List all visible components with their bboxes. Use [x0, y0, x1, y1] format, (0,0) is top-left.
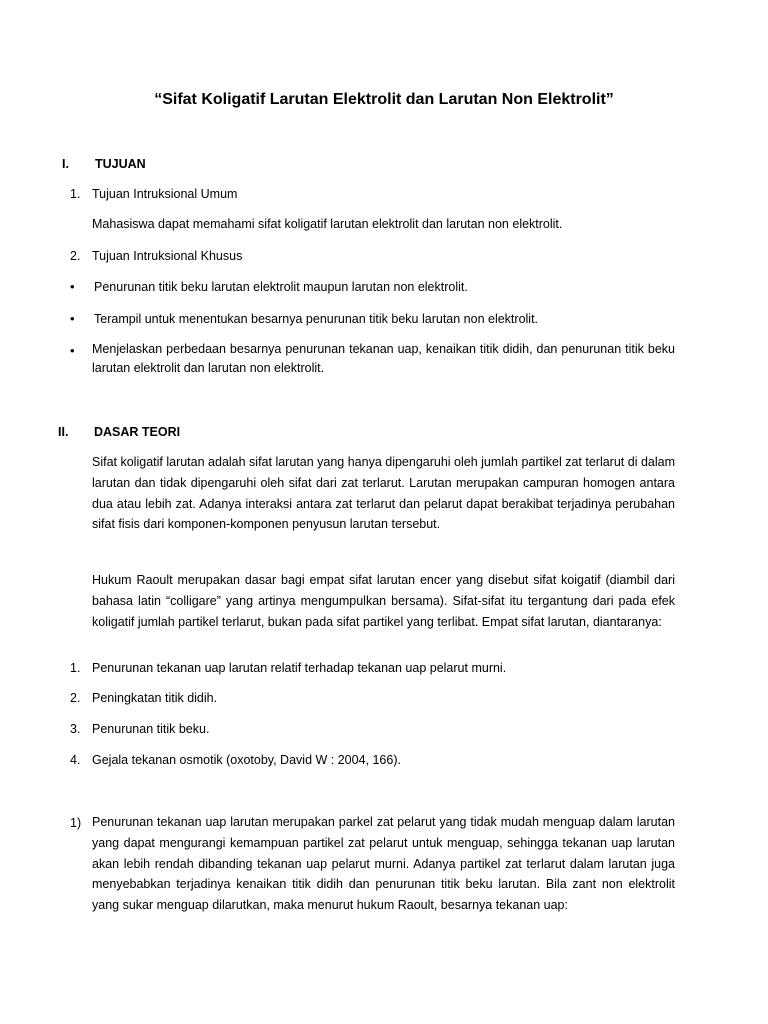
bullet-item-3: Menjelaskan perbedaan besarnya penurunan tekanan uap, kenaikan titik didih, dan penurunan titik beku larutan elektrolit dan larutan non elektrolit. [92, 342, 675, 375]
document-title: “Sifat Koligatif Larutan Elektrolit dan Larutan Non Elektrolit” [154, 91, 614, 108]
point-1-text: Penurunan tekanan uap larutan merupakan parkel zat pelarut yang tidak mudah menguap dalam larutan yang dapat mengurangi kemampuan partikel zat pelarut untuk menguap, sehingga tekanan uap larutan akan lebih rendah dibanding tekanan uap pelarut murni. Adanya partikel zat terlarut dalam larutan juga menyebabkan terjadinya kenaikan titik didih dan penurunan titik beku larutan. Bila zant non elektrolit yang sukar menguap dilarutkan, maka menurut hukum Raoult, besarnya tekanan uap: [92, 815, 675, 913]
bullet-icon: • [70, 311, 75, 326]
list-item-number: 3. [70, 722, 81, 736]
list-item-number: 4. [70, 753, 81, 767]
bullet-item-1: Penurunan titik beku larutan elektrolit maupun larutan non elektrolit. [94, 280, 468, 294]
sub-1-heading: Tujuan Intruksional Umum [92, 187, 238, 201]
sub-1-number: 1. [70, 187, 81, 201]
list-item-text: Peningkatan titik didih. [92, 691, 218, 705]
list-item-text: Gejala tekanan osmotik (oxotoby, David W : 2004, 166). [92, 753, 401, 767]
point-1-number: 1) [70, 816, 82, 830]
bullet-icon: • [70, 343, 75, 358]
list-item-text: Penurunan tekanan uap larutan relatif terhadap tekanan uap pelarut murni. [92, 661, 507, 675]
section-1-heading: TUJUAN [95, 157, 146, 171]
sub-2-number: 2. [70, 249, 81, 263]
theory-paragraph-1: Sifat koligatif larutan adalah sifat larutan yang hanya dipengaruhi oleh jumlah partikel zat terlarut di dalam larutan dan tidak dipengaruhi oleh sifat dari zat terlarut. Larutan merupakan campuran homogen antara dua atau lebih zat. Adanya interaksi antara zat terlarut dan pelarut dapat berakibat terjadinya perubahan sifat fisis dari komponen-komponen penyusun larutan tersebut. [92, 455, 675, 532]
list-item-number: 1. [70, 661, 81, 675]
section-1-numeral: I. [62, 157, 69, 171]
bullet-icon: • [70, 279, 75, 294]
sub-2-heading: Tujuan Intruksional Khusus [92, 249, 243, 263]
list-item-number: 2. [70, 691, 81, 705]
sub-1-text: Mahasiswa dapat memahami sifat koligatif larutan elektrolit dan larutan non elektrolit. [92, 217, 563, 231]
bullet-item-2: Terampil untuk menentukan besarnya penurunan titik beku larutan non elektrolit. [94, 312, 539, 326]
theory-paragraph-2: Hukum Raoult merupakan dasar bagi empat sifat larutan encer yang disebut sifat koigatif (diambil dari bahasa latin “colligare” yang artinya mengumpulkan bersama). Sifat-sifat itu tergantung dari pada efek koligatif jumlah partikel terlarut, bukan pada sifat partikel yang terlibat. Empat sifat larutan, diantaranya: [92, 573, 675, 629]
section-2-heading: DASAR TEORI [94, 425, 181, 439]
section-2-numeral: II. [58, 425, 69, 439]
list-item-text: Penurunan titik beku. [92, 722, 210, 736]
